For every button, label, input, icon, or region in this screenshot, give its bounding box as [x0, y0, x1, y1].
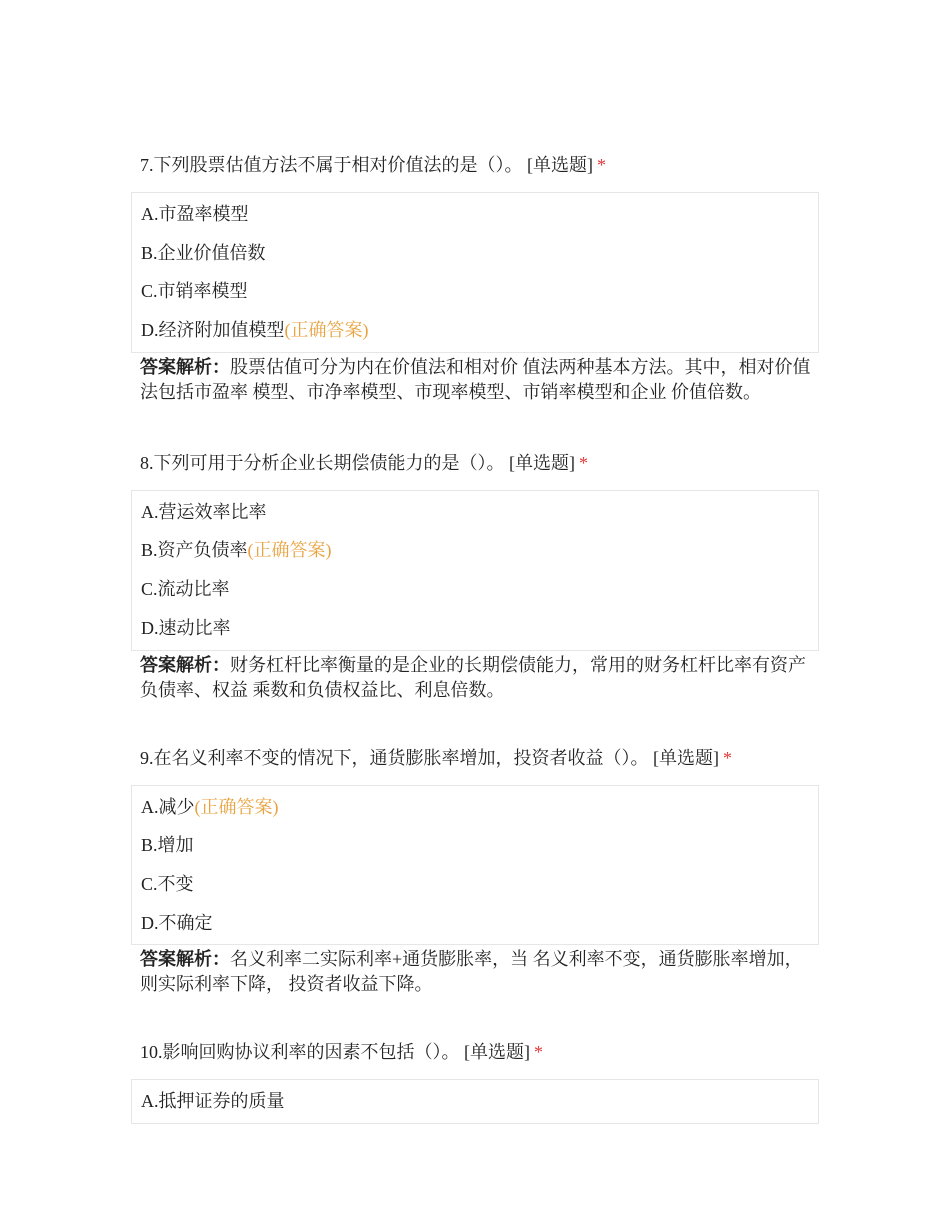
analysis-label: 答案解析：: [140, 654, 230, 675]
analysis-label: 答案解析：: [140, 949, 230, 970]
option-a[interactable]: A.减少(正确答案): [141, 796, 279, 817]
option-c[interactable]: C.流动比率: [141, 579, 230, 600]
required-star: *: [534, 1042, 543, 1063]
question-title: 8.下列可用于分析企业长期偿债能力的是（）。 [单选题] *: [140, 452, 588, 473]
question-9: [140, 743, 820, 998]
required-star: *: [597, 155, 606, 175]
question-title: 10.影响回购协议利率的因素不包括（）。 [单选题] *: [140, 1042, 543, 1063]
option-d[interactable]: D.不确定: [141, 912, 213, 933]
required-star: *: [579, 452, 588, 473]
option-d[interactable]: D.经济附加值模型(正确答案): [141, 320, 369, 341]
options-list: [131, 1079, 819, 1124]
option-a[interactable]: A.市盈率模型: [141, 204, 249, 224]
answer-analysis: [140, 355, 815, 405]
answer-analysis: [140, 947, 815, 997]
analysis-text: 股票估值可分为内在价值法和相对价 值法两种基本方法。其中，相对价值法包括市盈率 模型、市净率模型、市现率模型、市销率模型和企业 价值倍数。: [140, 356, 811, 402]
analysis-text: 财务杠杆比率衡量的是企业的长期偿债能力，常用的财务杠杆比率有资产负债率、权益 乘数和负债权益比、利息倍数。: [140, 654, 806, 700]
answer-analysis: [140, 653, 815, 703]
options-list: [131, 785, 819, 946]
analysis-label: 答案解析：: [140, 356, 230, 377]
question-8: [140, 448, 820, 703]
option-d[interactable]: D.速动比率: [141, 617, 231, 638]
question-title: 9.在名义利率不变的情况下，通货膨胀率增加，投资者收益（）。 [单选题] *: [140, 747, 732, 768]
option-b[interactable]: B.增加: [141, 835, 194, 856]
option-b[interactable]: B.资产负债率(正确答案): [141, 540, 332, 561]
question-10: [140, 1037, 820, 1124]
analysis-text: 名义利率二实际利率+通货膨胀率，当 名义利率不变，通货膨胀率增加，则实际利率下降， 投资者收益下降。: [140, 949, 803, 995]
option-c[interactable]: C.不变: [141, 873, 194, 894]
option-c[interactable]: C.市销率模型: [141, 281, 248, 302]
question-title: 7.下列股票估值方法不属于相对价值法的是（）。 [单选题] *: [140, 155, 606, 175]
required-star: *: [723, 747, 732, 768]
correct-answer-tag: (正确答案): [284, 320, 369, 341]
option-a[interactable]: A.抵押证券的质量: [141, 1091, 285, 1112]
option-a[interactable]: A.营运效率比率: [141, 501, 267, 522]
correct-answer-tag: (正确答案): [194, 796, 279, 817]
option-b[interactable]: B.企业价值倍数: [141, 242, 266, 263]
question-7: [140, 150, 820, 405]
options-list: [131, 192, 819, 353]
correct-answer-tag: (正确答案): [247, 540, 332, 561]
options-list: [131, 490, 819, 651]
